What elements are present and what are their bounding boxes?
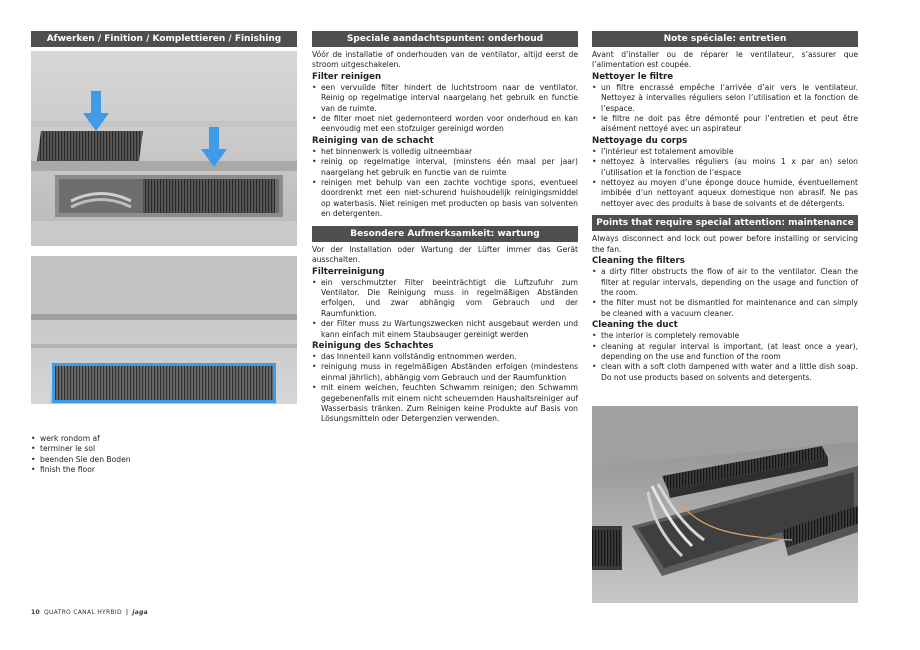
list-item: • een vervuilde filter hindert de luchtstroom naar de ventilator. Reinig op regelmatige interval naargelang het gebruik en functie van de ruimte. [312, 83, 578, 114]
en-intro: Always disconnect and lock out power before installing or servicing the fan. [592, 234, 858, 254]
page-number: 10 [31, 609, 40, 616]
de-duct-list [312, 352, 578, 425]
finishing-list [31, 434, 297, 476]
maintenance-photo [592, 406, 858, 603]
list-item: • the filter must not be dismantled for maintenance and can simply be cleaned with a vacuum cleaner. [592, 298, 858, 319]
en-duct-list [592, 331, 858, 383]
nl-subheading: Filter reinigen [312, 71, 382, 82]
list-item: • finish the floor [31, 465, 297, 475]
en-subheading: Cleaning the filters [592, 256, 685, 267]
nl-duct-list [312, 147, 578, 220]
fr-filter-list [592, 83, 858, 135]
list-item: • das Innenteil kann vollständig entnommen werden. [312, 352, 578, 362]
list-item: • het binnenwerk is volledig uitneembaar [312, 147, 578, 157]
brand-logo: jaga [132, 609, 149, 616]
list-item: • nettoyez à intervalles réguliers (au moins 1 x par an) selon l’utilisation et la fonction de l’espace [592, 157, 858, 178]
fr-duct-list [592, 147, 858, 209]
list-item: • a dirty filter obstructs the flow of air to the ventilator. Clean the filter at regular intervals, depending on the usage and function of the room. [592, 267, 858, 298]
list-item: • werk rondom af [31, 434, 297, 444]
de-filter-list [312, 278, 578, 340]
nl-section-header: Speciale aandachtspunten: onderhoud [312, 31, 578, 47]
fr-section-header: Note spéciale: entretien [592, 31, 858, 47]
nl-intro: Vóór de installatie of onderhouden van de ventilator, altijd eerst de stroom uitgeschakelen. [312, 50, 578, 70]
de-section-header: Besondere Aufmerksamkeit: wartung [312, 226, 578, 242]
list-item: • de filter moet niet gedemonteerd worden voor onderhoud en kan eenvoudig met een stofzuiger gereinigd worden [312, 114, 578, 135]
list-item: • un filtre encrassé empêche l’arrivée d’air vers le ventilateur. Nettoyez à intervalles réguliers selon l’utilisation et la fonction de l’espace. [592, 83, 858, 114]
nl-filter-list [312, 83, 578, 135]
fr-subheading: Nettoyer le filtre [592, 71, 674, 82]
list-item: • nettoyez au moyen d’une éponge douce humide, éventuellement imbibée d’un nettoyant aqueux domestique non abrasif. Ne pas nettoyer avec des produits à base de solvants et de détergents. [592, 178, 858, 209]
list-item: • mit einem weichen, feuchten Schwamm reinigen; den Schwamm gegebenenfalls mit einem nicht scheuernden Haushaltsreiniger auf Wasserbasis tränken. Zum Reinigen keine Produkte auf Basis von Lösungsmitteln oder Detergenzien verwenden. [312, 383, 578, 425]
list-item: • ein verschmutzter Filter beeinträchtigt die Luftzufuhr zum Ventilator. Die Reinigung muss in regelmäßigen Abständen erfolgen, und zwar abhängig vom Gebrauch und der Raumfunktion. [312, 278, 578, 320]
dutch-german-column [312, 31, 578, 425]
finished-floor-drawing [31, 256, 297, 404]
list-item: • der Filter muss zu Wartungszwecken nicht ausgebaut werden und kann einfach mit einem Staubsauger gereinigt werden [312, 319, 578, 340]
page-footer [31, 609, 148, 616]
list-item: • reinig op regelmatige interval, (minstens één maal per jaar) naargelang het gebruik en functie van de ruimte [312, 157, 578, 178]
product-name: QUATRO CANAL HYRBID [43, 609, 122, 616]
filter-placement-drawing [31, 51, 297, 246]
list-item: • terminer le sol [31, 444, 297, 454]
en-section-header: Points that require special attention: maintenance [592, 215, 858, 231]
finished-floor-illustration [31, 256, 297, 404]
finishing-column [31, 31, 297, 476]
de-intro: Vor der Installation oder Wartung der Lüfter immer das Gerät ausschalten. [312, 244, 578, 265]
en-filter-list [592, 267, 858, 319]
list-item: • clean with a soft cloth dampened with water and a little dish soap. Do not use products based on solvents and detergents. [592, 362, 858, 383]
finishing-header: Afwerken / Finition / Komplettieren / Finishing [31, 31, 297, 47]
list-item: • cleaning at regular interval is important, (at least once a year), depending on the use and function of the room [592, 342, 858, 363]
de-subheading: Filterreinigung [312, 266, 385, 277]
fr-intro: Avant d’installer ou de réparer le ventilateur, s’assurer que l’alimentation est coupée. [592, 50, 858, 70]
french-english-column [592, 31, 858, 383]
filter-placement-illustration [31, 51, 297, 246]
nl-subheading: Reiniging van de schacht [312, 135, 434, 146]
list-item: • l’intérieur est totalement amovible [592, 147, 858, 157]
footer-separator: | [125, 609, 129, 616]
fr-subheading: Nettoyage du corps [592, 135, 688, 146]
de-subheading: Reinigung des Schachtes [312, 340, 434, 351]
en-subheading: Cleaning the duct [592, 320, 678, 331]
list-item: • reinigen met behulp van een zachte vochtige spons, eventueel doordrenkt met een niet-schurend huishoudelijk reinigingsmiddel op waterbasis. Niet reinigen met producten op basis van solventen en detergenten. [312, 178, 578, 220]
maintenance-drawing [592, 406, 858, 603]
list-item: • beenden Sie den Boden [31, 455, 297, 465]
list-item: • le filtre ne doit pas être démonté pour l’entretien et peut être aisément nettoyé avec un aspirateur [592, 114, 858, 135]
list-item: • reinigung muss in regelmäßigen Abständen erfolgen (mindestens einmal jährlich), abhängig vom Gebrauch und der Raumfunktion [312, 362, 578, 383]
list-item: • the interior is completely removable [592, 331, 858, 341]
